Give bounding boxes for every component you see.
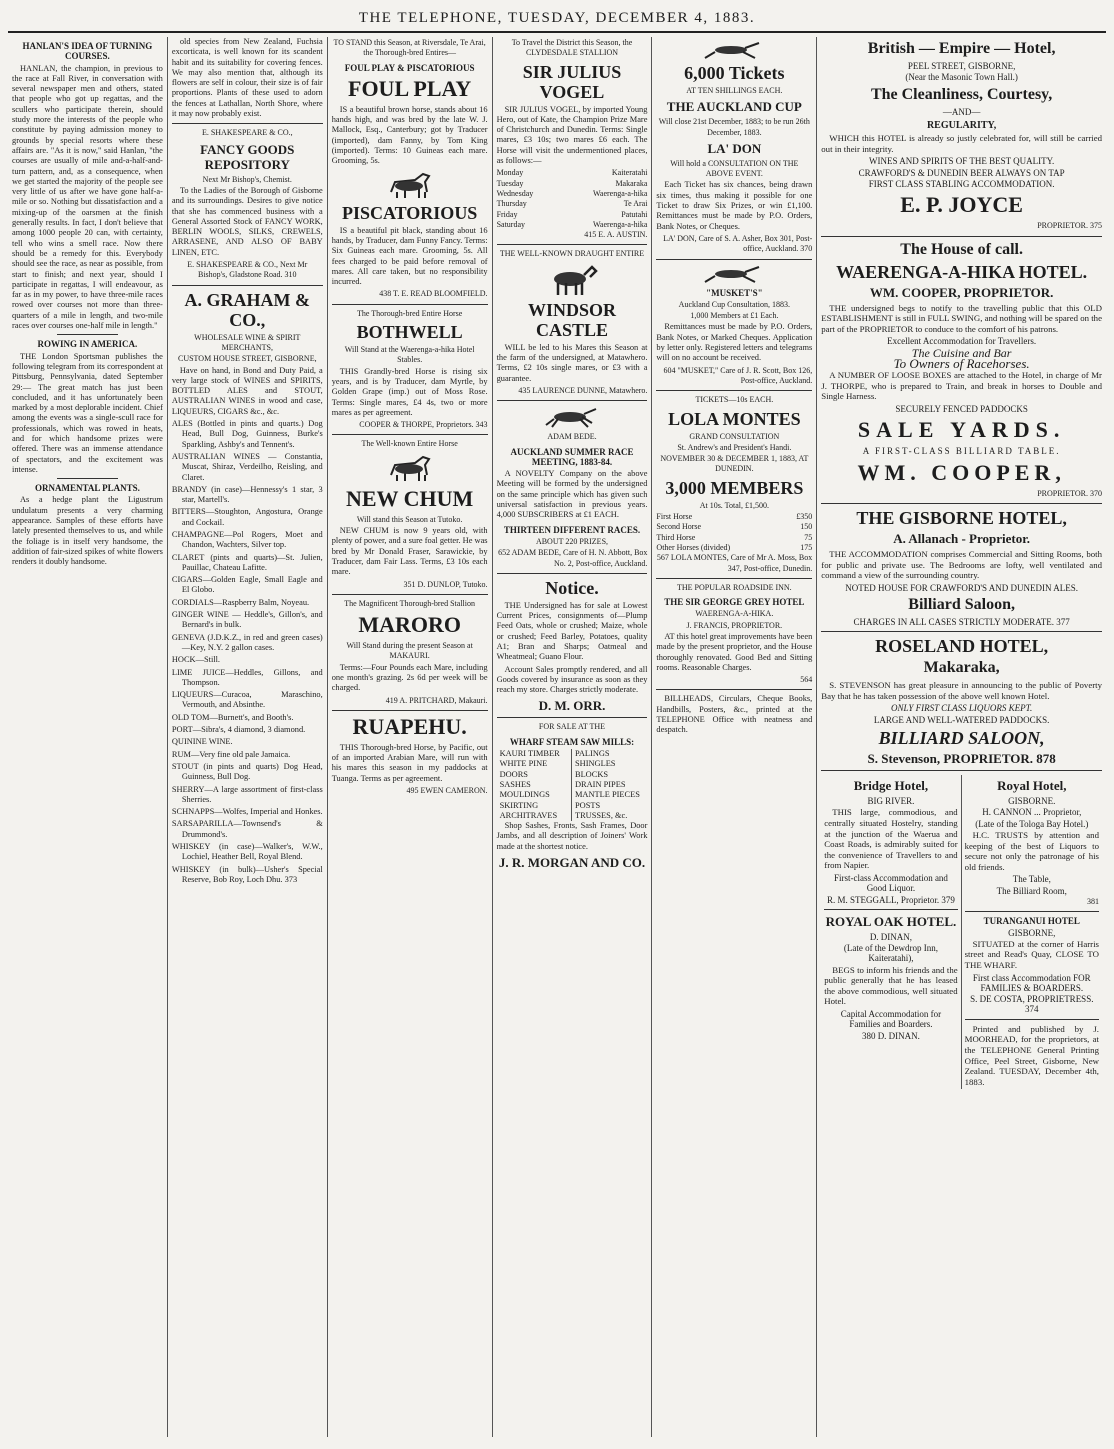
ad-title: WAERENGA-A-HIKA HOTEL. bbox=[836, 261, 1088, 282]
schedule-row bbox=[497, 210, 648, 220]
ad-heading: FOR SALE AT THE bbox=[538, 722, 606, 732]
article-text: As a hedge plant the Ligustrum undulatum presents a very charming appearance. Samples of these efforts have lately presented themselves to us, and while the foliage is in itself very handsome, the addition of fair-sized spikes of white flowers renders it doubly handsome. bbox=[12, 495, 163, 567]
ad-heading: SECURELY FENCED PADDOCKS bbox=[895, 404, 1028, 415]
ad-caption: GISBORNE. bbox=[1008, 796, 1056, 807]
horse-name: SIR JULIUS VOGEL bbox=[522, 61, 622, 102]
product-list-item: HOCK—Still. bbox=[171, 655, 221, 665]
ad-title: The House of call. bbox=[900, 240, 1023, 258]
horse-name: PISCATORIOUS bbox=[341, 202, 478, 223]
ad-heading: Capital Accommodation for Families and Boarders. bbox=[840, 1009, 942, 1030]
ad-heading: 1,000 Members at £1 Each. bbox=[690, 311, 779, 321]
ad-title: E. P. JOYCE bbox=[900, 192, 1023, 218]
mill-product: MOULDINGS bbox=[499, 790, 550, 800]
ad-caption: GISBORNE, bbox=[1008, 927, 1056, 938]
divider bbox=[656, 689, 812, 690]
ad-heading: THIRTEEN DIFFERENT RACES. bbox=[503, 524, 641, 535]
ad-title: BILLIARD SALOON, bbox=[878, 728, 1045, 749]
divider bbox=[497, 244, 648, 245]
horse-icon bbox=[385, 170, 435, 200]
ad-title: WHARF STEAM SAW MILLS: bbox=[509, 736, 635, 747]
ad-heading: The Table, bbox=[1012, 874, 1051, 885]
product-list-item: RUM—Very fine old pale Jamaica. bbox=[171, 749, 291, 759]
prize-amount: 75 bbox=[804, 532, 813, 542]
divider bbox=[821, 770, 1102, 771]
advertisement-shakespeare bbox=[172, 128, 323, 280]
ad-caption: At 10s. Total, £1,500. bbox=[699, 500, 769, 510]
ad-caption: (Late of the Tologa Bay Hotel.) bbox=[975, 818, 1089, 829]
ad-caption: THE WELL-KNOWN DRAUGHT ENTIRE bbox=[499, 249, 645, 259]
mill-product: DOORS bbox=[499, 769, 528, 779]
ad-title: LA' DON bbox=[707, 140, 762, 156]
ad-title: WM. COOPER, bbox=[857, 459, 1066, 485]
ad-heading: The Cuisine and Bar bbox=[911, 345, 1012, 360]
ad-body: H.C. TRUSTS by attention and keeping of the best of Liquors to secure not only the patronage of his old friends. bbox=[964, 829, 1099, 872]
divider bbox=[824, 909, 957, 910]
prize-amount: 150 bbox=[800, 522, 813, 532]
ad-title: Bridge Hotel, bbox=[853, 778, 929, 794]
mill-products bbox=[497, 749, 648, 821]
product-list-item: QUININE WINE. bbox=[171, 737, 233, 747]
ad-signature: 415 E. A. AUSTIN. bbox=[584, 230, 648, 240]
schedule-place: Patutahi bbox=[621, 209, 648, 219]
ad-title: Royal Hotel, bbox=[997, 778, 1067, 794]
ad-body: WILL be led to his Mares this Season at the farm of the undersigned, at Matawhero. Terms, £2 10s single mares, or £3 with a guarantee. bbox=[496, 342, 648, 383]
ad-body: Shop Sashes, Fronts, Sash Frames, Door Jambs, and all description of Joiners' Work made at the shortest notice. bbox=[496, 821, 648, 851]
divider bbox=[332, 710, 488, 711]
divider bbox=[57, 334, 117, 335]
column-1 bbox=[8, 37, 168, 1437]
masthead: THE TELEPHONE, TUESDAY, DECEMBER 4, 1883. bbox=[8, 8, 1106, 33]
mill-products-right bbox=[572, 749, 647, 821]
divider bbox=[656, 390, 812, 391]
ad-heading: Auckland Cup Consultation, 1883. bbox=[678, 299, 790, 309]
ad-title: 3,000 MEMBERS bbox=[665, 477, 804, 498]
ad-heading: CHARGES IN ALL CASES STRICTLY MODERATE. 377 bbox=[853, 616, 1070, 627]
schedule-day: Wednesday bbox=[496, 188, 534, 198]
product-list-item: STOUT (in pints and quarts) Dog Head, Guinness, Bull Dog. bbox=[171, 761, 323, 782]
ad-title: British — Empire — Hotel, bbox=[867, 40, 1056, 57]
product-list-item: SCHNAPPS—Wolfes, Imperial and Honkes. bbox=[171, 807, 323, 817]
ad-caption: Will hold a CONSULTATION ON THE ABOVE EVENT. bbox=[670, 158, 799, 179]
divider bbox=[497, 400, 648, 401]
ad-title: WM. COOPER, PROPRIETOR. bbox=[869, 284, 1054, 300]
ad-caption: TICKETS—10s EACH. bbox=[695, 395, 774, 405]
ad-signature: 419 A. PRITCHARD, Makauri. bbox=[385, 695, 488, 705]
ad-heading: FIRST CLASS STABLING ACCOMMODATION. bbox=[868, 178, 1055, 189]
mill-products-left bbox=[497, 749, 572, 821]
product-list-item: SARSAPARILLA—Townsend's & Drummond's. bbox=[171, 819, 323, 839]
mill-product: SHINGLES bbox=[574, 759, 616, 769]
ad-body: WHICH this HOTEL is already so justly celebrated for, will still be carried out in their integrity. bbox=[821, 133, 1102, 154]
product-list-item: CORDIALS—Raspberry Balm, Noyeau. bbox=[171, 597, 310, 607]
column-4 bbox=[493, 37, 653, 1437]
ad-signature: E. SHAKESPEARE & CO., Next Mr Bishop's, Gladstone Road. 310 bbox=[187, 260, 308, 280]
ad-heading: NOTED HOUSE FOR CRAWFORD'S AND DUNEDIN ALES. bbox=[845, 582, 1078, 593]
hotel-ads-bottom bbox=[821, 775, 1102, 1089]
column-5 bbox=[652, 37, 817, 1437]
schedule-day: Monday bbox=[496, 168, 524, 178]
ad-heading: A FIRST-CLASS BILLIARD TABLE. bbox=[862, 446, 1061, 457]
ad-heading: Excellent Accommodation for Travellers. bbox=[887, 336, 1037, 347]
ad-body: AT this hotel great improvements have been made by the present proprietor, and the House thoroughly renovated. Good Bed and Sitting rooms. Reasonable Charges. bbox=[656, 631, 813, 672]
hotel-ads-left bbox=[821, 775, 961, 1089]
mill-product: ARCHITRAVES bbox=[499, 810, 558, 820]
ad-body: BILLHEADS, Circulars, Cheque Books, Handbills, Posters, &c., printed at the TELEPHONE Office with neatness and despatch. bbox=[656, 694, 813, 735]
ad-signature: 381 bbox=[1086, 896, 1099, 906]
product-list-item: WHISKEY (in case)—Walker's, W.W., Lochiel, Heather Bell, Royal Blend. bbox=[171, 842, 323, 862]
ad-caption: (Late of the Dewdrop Inn, Kaiteratahi), bbox=[843, 943, 939, 964]
ad-heading: LARGE AND WELL-WATERED PADDOCKS. bbox=[873, 714, 1050, 725]
horse-name: RUAPEHU. bbox=[352, 713, 467, 739]
mill-product: DRAIN PIPES bbox=[574, 779, 626, 789]
divider bbox=[57, 478, 117, 479]
ad-title: D. DINAN, bbox=[869, 931, 913, 942]
product-list-item: CIGARS—Golden Eagle, Small Eagle and El Globo. bbox=[171, 575, 323, 595]
ad-signature: 652 ADAM BEDE, Care of H. N. Abbott, Box No. 2, Post-office, Auckland. bbox=[498, 548, 648, 568]
ad-caption: The Well-known Entire Horse bbox=[361, 439, 458, 449]
ad-caption: Will Stand at the Waerenga-a-hika Hotel Stables. bbox=[344, 345, 475, 365]
mill-product: WHITE PINE bbox=[499, 759, 548, 769]
ad-caption: J. FRANCIS, PROPRIETOR. bbox=[686, 620, 783, 630]
product-list-item: SHERRY—A large assortment of first-class Sherries. bbox=[171, 784, 323, 804]
divider bbox=[332, 594, 488, 595]
ad-heading: ABOUT 220 PRIZES, bbox=[535, 536, 609, 546]
ad-body: A NUMBER OF LOOSE BOXES are attached to the Hotel, in charge of Mr J. THORPE, who is prepared to Train, and break in horses to Double and Single Harness. bbox=[821, 370, 1102, 402]
ad-signature: 351 D. DUNLOP, Tutoko. bbox=[403, 579, 488, 589]
product-list-item: LIME JUICE—Heddles, Gillons, and Thompson. bbox=[171, 667, 323, 687]
racing-horse-icon bbox=[542, 405, 602, 429]
mill-product: SASHES bbox=[499, 779, 531, 789]
ad-title: THE GISBORNE HOTEL, bbox=[856, 507, 1067, 528]
ad-caption: ADAM BEDE. bbox=[547, 432, 597, 442]
ad-title: SALE YARDS. bbox=[857, 417, 1066, 443]
divider bbox=[965, 911, 1099, 912]
ad-heading: FOUL PLAY & PISCATORIOUS bbox=[344, 62, 475, 73]
ad-title: TURANGANUI HOTEL bbox=[983, 916, 1080, 927]
ad-signature: LA' DON, Care of S. A. Asher, Box 301, Post-office, Auckland. 370 bbox=[663, 233, 813, 254]
ad-title: Makaraka, bbox=[923, 659, 1000, 677]
prize-row bbox=[656, 543, 812, 553]
ad-name: E. SHAKESPEARE & CO., bbox=[201, 128, 293, 138]
schedule-day: Saturday bbox=[496, 219, 525, 229]
ad-signature: 495 EWEN CAMERON. bbox=[406, 786, 488, 796]
ad-signature: 567 LOLA MONTES, Care of Mr A. Moss, Box 347, Post-office, Dunedin. bbox=[656, 553, 813, 573]
ad-body: IS a beautiful brown horse, stands about 16 hands high, and was bred by the late W. J. Mallock, Esq., Canterbury; got by Traducer (imported), dam Fanny, by Tom King (imported). Terms: 10 Guineas each mare. Grooming, 5s. bbox=[331, 104, 488, 166]
ad-heading: First class Accommodation FOR FAMILIES & BOARDERS. bbox=[972, 972, 1091, 993]
mill-product: MANTLE PIECES bbox=[574, 790, 640, 800]
ad-title: THE SIR GEORGE GREY HOTEL bbox=[664, 597, 805, 608]
imprint: Printed and published by J. MOORHEAD, for the proprietors, at the TELEPHONE General Printing Office, Peel Street, Gisborne, New Zealand. TUESDAY, December 4th, 1883. bbox=[964, 1023, 1099, 1087]
ad-name: A. GRAHAM & CO., bbox=[184, 289, 311, 330]
ad-title: "MUSKET'S" bbox=[706, 287, 763, 298]
ad-heading: AUCKLAND SUMMER RACE MEETING, 1883-84. bbox=[510, 446, 634, 467]
ad-heading: THE POPULAR ROADSIDE INN. bbox=[677, 582, 792, 592]
ad-body: THE Undersigned has for sale at Lowest Current Prices, consignments of—Plump Feed Oats, whole or crushed; Maize, whole or crushed; Feed Barley, Potatoes, quality A1; Bran and Sharps; Oatmeal and Wheatmeal; Guano Flour. bbox=[496, 600, 648, 662]
divider bbox=[656, 578, 812, 579]
ad-title: H. CANNON ... Proprietor, bbox=[982, 807, 1082, 818]
ad-title: ROYAL OAK HOTEL. bbox=[825, 913, 957, 929]
ad-body: IS a beautiful pit black, standing about 16 hands, by Traducer, dam Funny Fancy. Terms: Six Guineas each mare. Grooming, 5s. All fees charged to be paid before removal of mares. All care taken, but no responsibility incurred. bbox=[331, 225, 488, 287]
ad-title: THE AUCKLAND CUP bbox=[666, 99, 802, 115]
column-6 bbox=[817, 37, 1106, 1437]
product-list-item: AUSTRALIAN WINES — Constantia, Muscat, Shiraz, Verdeilho, Reisling, and Claret. bbox=[171, 451, 323, 482]
ad-body: Remittances must be made by P.O. Orders, Bank Notes, or Marked Cheques. Application by letter only. Registered letters and telegrams will on no account be received. bbox=[656, 322, 813, 363]
schedule-place: Waerenga-a-hika bbox=[592, 219, 648, 229]
product-list-item: CHAMPAGNE—Pol Rogers, Moet and Chandon, Wachters, Silver top. bbox=[171, 529, 323, 550]
ad-caption: The Magnificent Thorough-bred Stallion bbox=[344, 598, 475, 608]
ad-heading: To Owners of Racehorses. bbox=[893, 355, 1030, 371]
horse-name: MARORO bbox=[358, 612, 461, 638]
schedule-day: Friday bbox=[496, 209, 518, 219]
article-heading: ROWING IN AMERICA. bbox=[37, 339, 138, 350]
prize-amount: £350 bbox=[796, 512, 813, 522]
divider bbox=[821, 503, 1102, 504]
divider bbox=[656, 259, 812, 260]
divider bbox=[821, 236, 1102, 237]
ad-heading: CRAWFORD'S & DUNEDIN BEER ALWAYS ON TAP bbox=[858, 167, 1065, 178]
ad-body: Each Ticket has six chances, being drawn six times, thus making it possible for one Ticket to draw Six Prizes, or win £1,100. Remittances must be made by P.O. Orders, Bank Notes, or Cheques. bbox=[656, 180, 813, 231]
ad-caption: AT TEN SHILLINGS EACH. bbox=[686, 86, 783, 95]
ad-signature: COOPER & THORPE, Proprietors. 343 bbox=[359, 420, 488, 430]
ad-signature: D. M. ORR. bbox=[538, 698, 606, 714]
ad-intro: TO STAND this Season, at Riversdale, Te Arai, the Thorough-bred Entires— bbox=[333, 38, 486, 58]
product-list-item: CLARET (pints and quarts)—St. Julien, Pauillac, Chateau Lafitte. bbox=[171, 552, 323, 572]
columns bbox=[8, 37, 1106, 1437]
product-list-item: ALES (Bottled in pints and quarts.) Dog Head, Bull Dog, Guinness, Burke's Sparkling, Ashby's and Tennent's. bbox=[171, 419, 323, 449]
ad-heading: NOVEMBER 30 & DECEMBER 1, 1883, AT DUNEDIN. bbox=[660, 454, 809, 474]
schedule-row bbox=[497, 199, 648, 209]
mill-product: TRUSSES, &c. bbox=[574, 810, 628, 820]
ad-body: THIS Thorough-bred Horse, by Pacific, out of an imported Arabian Mare, will run with his mares this season in my paddocks at Tuanga. Terms as per agreement. bbox=[331, 742, 488, 783]
horse-name: FOUL PLAY bbox=[348, 75, 472, 101]
ad-title: WHOLESALE WINE & SPIRIT MERCHANTS, bbox=[194, 332, 301, 352]
mill-product: BLOCKS bbox=[574, 769, 609, 779]
ad-title: The Cleanliness, Courtesy, bbox=[870, 85, 1053, 103]
ad-heading: ONLY FIRST CLASS LIQUORS KEPT. bbox=[891, 703, 1033, 714]
ad-body: Terms:—Four Pounds each Mare, including one month's grazing. 2s 6d per week will be charged. bbox=[331, 662, 488, 693]
ad-heading: St. Andrew's and President's Handi. bbox=[677, 442, 792, 452]
ad-intro: To Travel the District this Season, the CLYDESDALE STALLION bbox=[511, 38, 633, 58]
product-list-item: PORT—Sibra's, 4 diamond, 3 diamond. bbox=[171, 725, 306, 735]
prize-row bbox=[656, 512, 812, 522]
prize-label: Third Horse bbox=[656, 532, 696, 542]
ad-title: REGULARITY, bbox=[926, 119, 997, 131]
ad-caption: Will Stand during the present Season at MAKAURI. bbox=[346, 641, 473, 661]
ad-caption: (Near the Masonic Town Hall.) bbox=[905, 72, 1018, 83]
ad-body: BEGS to inform his friends and the public generally that he has leased the above commodious, well situated Hotel. bbox=[824, 964, 958, 1007]
prize-label: Second Horse bbox=[656, 522, 702, 532]
article-text: HANLAN, the champion, in previous to the race at Fall River, in conversation with several newspaper men and others, stated that people who got up regattas, and the scullers who participate therein, should study more the interests of the people who constitute by paying admission money to grounds by special resorts where these affairs are. "As it is now," said Hanlan, "the courses are usually of mile and-a-half-and-turn pattern, and, as a consequence, when we get started the majority of the people see very little of us after we have gone half-a-mile or so. Nothing but dissatisfaction and a mixing-up of the oarsmen at the finish generally results. In fact, I don't believe that among 1000 people 20 can, with certainty, tell who wins a smell race. Now there should be a remedy for this. Everybody should see the race, as near as possible, from start to finish; and next year, should I participate in regattas, I will endeavour, as far as in my power, to have three-mile races rowed over courses not more than three-quarters of a mile in length, and two-mile races over courses one-half mile in length." bbox=[12, 63, 163, 331]
schedule-row bbox=[497, 168, 648, 178]
ad-title: 6,000 Tickets bbox=[684, 63, 785, 83]
ad-signature: S. DE COSTA, PROPRIETRESS. 374 bbox=[970, 994, 1094, 1015]
article-heading: HANLAN'S IDEA OF TURNING COURSES. bbox=[22, 41, 153, 62]
mill-product: KAURI TIMBER bbox=[499, 749, 560, 759]
schedule-day: Thursday bbox=[496, 199, 527, 209]
ad-signature: 604 "MUSKET," Care of J. R. Scott, Box 126, Post-office, Auckland. bbox=[663, 365, 813, 385]
ad-heading: The Billiard Room, bbox=[996, 885, 1067, 896]
prize-row bbox=[656, 522, 812, 532]
ad-title: FANCY GOODS REPOSITORY bbox=[200, 141, 295, 172]
schedule-row bbox=[497, 179, 648, 189]
ad-signature: PROPRIETOR. 375 bbox=[1037, 221, 1102, 231]
mill-product: POSTS bbox=[574, 800, 601, 810]
product-list-item: WHISKEY (in bulk)—Usher's Special Reserve, Bob Roy, Loch Dhu. 373 bbox=[171, 864, 323, 884]
schedule-place: Waerenga-a-hika bbox=[592, 188, 648, 198]
article-heading: ORNAMENTAL PLANTS. bbox=[35, 483, 140, 494]
ad-address: CUSTOM HOUSE STREET, GISBORNE, bbox=[177, 354, 317, 364]
article-text: old species from New Zealand, Fuchsia excorticata, is well known for its scandent habit and its suitability for covering fences. We may also mention that, although its flowers are self in colour, their size is of fair proportions. Plants of these used to adorn the fences at Lathallan, North Shore, where it may now probably exist. bbox=[171, 37, 323, 119]
ad-caption: Will stand this Season at Tutoko. bbox=[356, 514, 463, 524]
product-list bbox=[172, 419, 323, 885]
ad-caption: PEEL STREET, GISBORNE, bbox=[907, 61, 1016, 71]
ad-address: Next Mr Bishop's, Chemist. bbox=[202, 174, 292, 184]
prize-amount: 175 bbox=[800, 542, 813, 552]
draught-horse-icon bbox=[544, 263, 600, 297]
schedule-place: Makaraka bbox=[615, 178, 648, 188]
horse-name: BOTHWELL bbox=[356, 322, 463, 343]
divider bbox=[172, 285, 323, 286]
racing-horse-icon bbox=[699, 40, 769, 60]
ad-body: Have on hand, in Bond and Duty Paid, a very large stock of WINES and SPIRITS, BOTTLED ALES and STOUT, AUSTRALIAN WINES in wood and case, LIQUEURS, CIGARS &c., &c. bbox=[171, 365, 323, 416]
divider bbox=[332, 304, 488, 305]
divider bbox=[821, 631, 1102, 632]
ad-caption: Will close 21st December, 1883; to be run 26th December, 1883. bbox=[658, 117, 810, 137]
ad-caption: WAERENGA-A-HIKA. bbox=[695, 609, 774, 619]
column-2 bbox=[168, 37, 328, 1437]
racing-horse-icon bbox=[699, 264, 769, 284]
schedule-place: Te Arai bbox=[623, 199, 648, 209]
product-list-item: BRANDY (in case)—Hennessy's 1 star, 3 star, Martell's. bbox=[171, 484, 323, 505]
prize-label: First Horse bbox=[656, 512, 693, 522]
ad-caption: The Thorough-bred Entire Horse bbox=[356, 308, 463, 318]
ad-body: Account Sales promptly rendered, and all Goods covered by insurance as soon as they reach my store. Charges strictly moderate. bbox=[496, 664, 648, 695]
ad-signature: R. M. STEGGALL, Proprietor. 379 bbox=[826, 894, 955, 905]
prize-row bbox=[656, 533, 812, 543]
ad-title: S. Stevenson, PROPRIETOR. 878 bbox=[867, 751, 1056, 767]
schedule-day: Tuesday bbox=[496, 178, 524, 188]
product-list-item: BITTERS—Stoughton, Angostura, Orange and Cockail. bbox=[171, 507, 323, 527]
mill-product: PALINGS bbox=[574, 749, 610, 759]
divider bbox=[332, 434, 488, 435]
product-list-item: OLD TOM—Burnett's, and Booth's. bbox=[171, 712, 294, 722]
schedule-row bbox=[497, 220, 648, 230]
ad-body: THIS Grandly-bred Horse is rising six years, and is by Traducer, dam Myrtle, by Golden Grape (imp.) out of Moss Rose. Terms: Single mares, £4 4s, two or more mares as per agreement. bbox=[331, 366, 488, 417]
divider bbox=[497, 573, 648, 574]
mill-product: SKIRTING bbox=[499, 800, 539, 810]
ad-body: THIS large, commodious, and centrally situated Hostelry, standing at the junction of the Waerua and Coast Roads, is admirably suited for the convenience of Travellers to and from Napier. bbox=[824, 807, 958, 871]
ad-body: S. STEVENSON has great pleasure in announcing to the public of Poverty Bay that he has taken possession of the above well known Hotel. bbox=[821, 680, 1102, 701]
ad-body: To the Ladies of the Borough of Gisborne and its surroundings. Desires to give notice that she has commenced business with a General Assorted Stock of FANCY WORK, BERLIN WOOLS, SILKS, CREWELS, ARRASENE, AND ALSO OF BABY LINEN, ETC. bbox=[171, 185, 323, 257]
ad-body: SIR JULIUS VOGEL, by imported Young Hero, out of Kate, the Champion Prize Mare of Christchurch and Dunedin. Terms: Single mares, £3 10s; two mares £6 each. The Horse will visit the undermentioned places, as follows:— bbox=[496, 104, 648, 166]
article-text: THE London Sportsman publishes the following telegram from its correspondent at Pittsburg, Pennsylvania, dated September 29:— The great match has just been concluded, and it has unfortunately been marked by a most deplorable incident. Chief among the events was a single-scull race for professionals, which was rowed in heats, and for which handsome prizes were offered. There was an immense attendance of spectators, and the excitement was intense. bbox=[12, 351, 163, 474]
product-list-item: LIQUEURS—Curacoa, Maraschino, Vermouth, and Absinthe. bbox=[171, 690, 323, 710]
ad-body: NEW CHUM is now 9 years old, with plenty of power, and a sure foal getter. He was bred by Mr Donald Fraser, Sarawickie, by Traducer, dam Fair Lass. Terms, £3 10s each mare. bbox=[331, 526, 488, 577]
ad-body: A NOVELTY Company on the above Meeting will be formed by the undersigned on the same principle which has given such universal satisfaction in previous years. 4,000 SUBSCRIBERS at £1 EACH. bbox=[496, 469, 648, 520]
horse-icon bbox=[385, 453, 435, 483]
ad-title: A. Allanach - Proprietor. bbox=[893, 530, 1031, 546]
advertisement-graham bbox=[172, 290, 323, 886]
ad-title: LOLA MONTES bbox=[668, 408, 801, 429]
divider bbox=[965, 1019, 1099, 1020]
ad-caption: BIG RIVER. bbox=[867, 796, 915, 807]
ad-body: THE ACCOMMODATION comprises Commercial and Sitting Rooms, both for public and private use. The Bedrooms are lofty, well ventilated and command a view of the surrounding country. bbox=[821, 548, 1102, 581]
divider bbox=[172, 123, 323, 124]
schedule-place: Kaiteratahi bbox=[611, 168, 648, 178]
ad-body: THE undersigned begs to notify to the travelling public that this OLD ESTABLISHMENT is still in FULL SWING, and nothing will be spared on the part of the PROPRIETOR to conduce to the comfort of his patrons. bbox=[821, 302, 1102, 334]
ad-body: SITUATED at the corner of Harris street and Read's Quay, CLOSE TO THE WHARF. bbox=[964, 938, 1099, 970]
ad-signature: 435 LAURENCE DUNNE, Matawhero. bbox=[518, 385, 648, 395]
horse-name: NEW CHUM bbox=[345, 485, 474, 511]
ad-caption: —AND— bbox=[942, 106, 981, 117]
ad-signature: 380 D. DINAN. bbox=[861, 1030, 920, 1041]
product-list-item: GENEVA (J.D.K.Z., in red and green cases)—Key, N.Y. 2 gallon cases. bbox=[171, 632, 323, 652]
schedule-row bbox=[497, 189, 648, 199]
ad-signature: 438 T. E. READ BLOOMFIELD. bbox=[379, 289, 488, 299]
ad-heading: WINES AND SPIRITS OF THE BEST QUALITY. bbox=[869, 156, 1055, 167]
ad-signature: 564 bbox=[800, 675, 813, 685]
hotel-ads-right bbox=[962, 775, 1102, 1089]
ad-heading: GRAND CONSULTATION bbox=[689, 431, 780, 441]
ad-heading: First-class Accommodation and Good Liquor. bbox=[833, 872, 948, 894]
prize-list bbox=[656, 512, 812, 553]
horse-name: WINDSOR CASTLE bbox=[527, 299, 616, 340]
product-list-item: GINGER WINE — Heddle's, Gillon's, and Bernard's in bulk. bbox=[171, 610, 323, 630]
schedule-list bbox=[497, 168, 648, 230]
ad-title: Billiard Saloon, bbox=[908, 595, 1015, 613]
ad-signature: J. R. MORGAN AND CO. bbox=[498, 855, 646, 871]
notice-title: Notice. bbox=[545, 577, 599, 598]
ad-title: ROSELAND HOTEL, bbox=[875, 636, 1049, 657]
ad-signature: PROPRIETOR. 370 bbox=[1037, 488, 1102, 498]
column-3 bbox=[328, 37, 493, 1437]
prize-label: Other Horses (divided) bbox=[656, 542, 731, 552]
divider bbox=[497, 717, 648, 718]
